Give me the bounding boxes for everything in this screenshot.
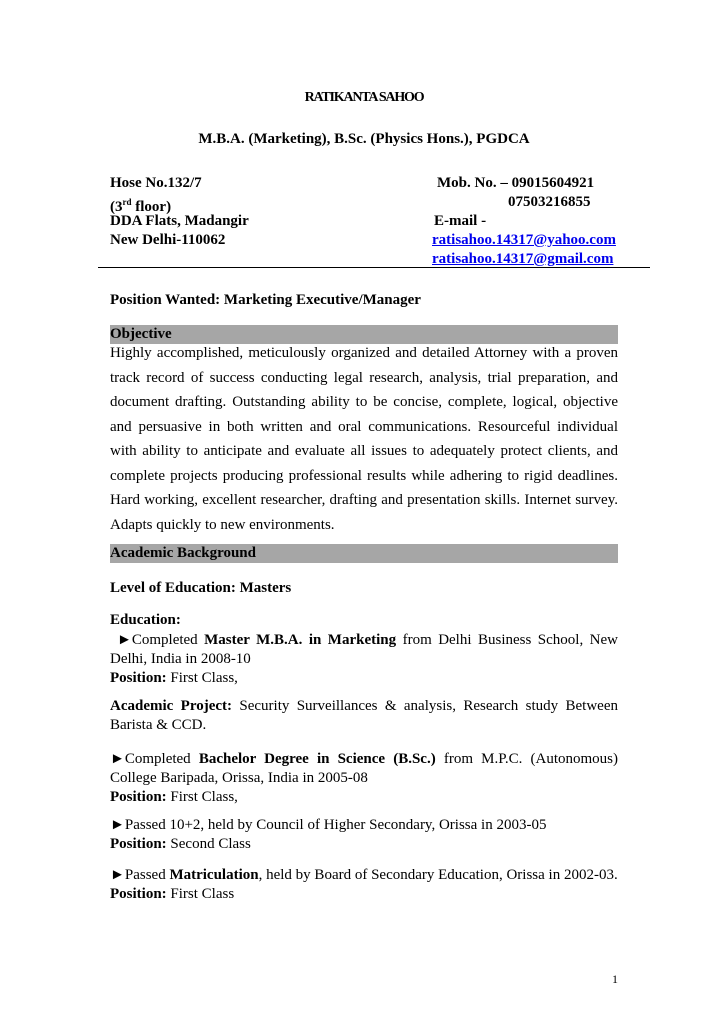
mobile-number: Mob. No. – 09015604921	[437, 175, 595, 191]
education-hsc: ►Passed 10+2, held by Council of Higher Secondary, Orissa in 2003-05	[110, 817, 547, 833]
education-mba: ►Completed Master M.B.A. in Marketing from Delhi Business School, New Delhi, India in 2008-10	[110, 632, 618, 667]
bullet-icon: ►	[110, 751, 125, 767]
position-wanted: Position Wanted: Marketing Executive/Manager	[110, 292, 421, 308]
education-label: Education:	[110, 612, 181, 628]
email-link-gmail[interactable]: ratisahoo.14317@gmail.com	[432, 251, 614, 267]
matric-position: Position: First Class	[110, 886, 235, 902]
education-bsc: ►Completed Bachelor Degree in Science (B.Sc.) from M.P.C. (Autonomous) College Baripada, Orissa, India in 2005-08	[110, 751, 618, 786]
bullet-icon: ►	[110, 867, 125, 883]
level-of-education: Level of Education: Masters	[110, 580, 292, 596]
objective-text: Highly accomplished, meticulously organized and detailed Attorney with a proven track record of success conducting legal research, analysis, trial preparation, and document drafting. Outstanding ability to be concise, complete, logical, objective and persuasive in both written and oral communications. Resourceful individual with ability to anticipate and evaluate all issues to adequately protect clients, and complete projects producing professional results while adhering to rigid deadlines. Hard working, excellent researcher, drafting and presentation skills. Internet survey. Adapts quickly to new environments.	[110, 345, 618, 533]
email-link-yahoo[interactable]: ratisahoo.14317@yahoo.com	[432, 232, 616, 248]
qualifications-line: M.B.A. (Marketing), B.Sc. (Physics Hons.), PGDCA	[198, 131, 530, 147]
page-number: 1	[612, 972, 618, 986]
email-label: E-mail -	[434, 213, 487, 229]
bullet-icon: ►	[117, 632, 132, 648]
bsc-position: Position: First Class,	[110, 789, 238, 805]
address-line-2: (3rd floor)	[110, 197, 172, 215]
mobile-number-alt: 07503216855	[508, 194, 591, 210]
header-divider	[98, 267, 650, 268]
address-line-3: DDA Flats, Madangir	[110, 213, 249, 229]
academic-project: Academic Project: Security Surveillances & analysis, Research study Between Barista & CCD.	[110, 698, 618, 733]
education-matric: ►Passed Matriculation, held by Board of Secondary Education, Orissa in 2002-03.	[110, 867, 618, 883]
mba-position: Position: First Class,	[110, 670, 238, 686]
candidate-name: RATIKANTA SAHOO	[304, 90, 424, 105]
address-line-4: New Delhi-110062	[110, 232, 226, 248]
hsc-position: Position: Second Class	[110, 836, 251, 852]
bullet-icon: ►	[110, 817, 125, 833]
address-line-1: Hose No.132/7	[110, 175, 202, 191]
academic-heading: Academic Background	[110, 544, 618, 563]
objective-heading: Objective	[110, 325, 618, 344]
